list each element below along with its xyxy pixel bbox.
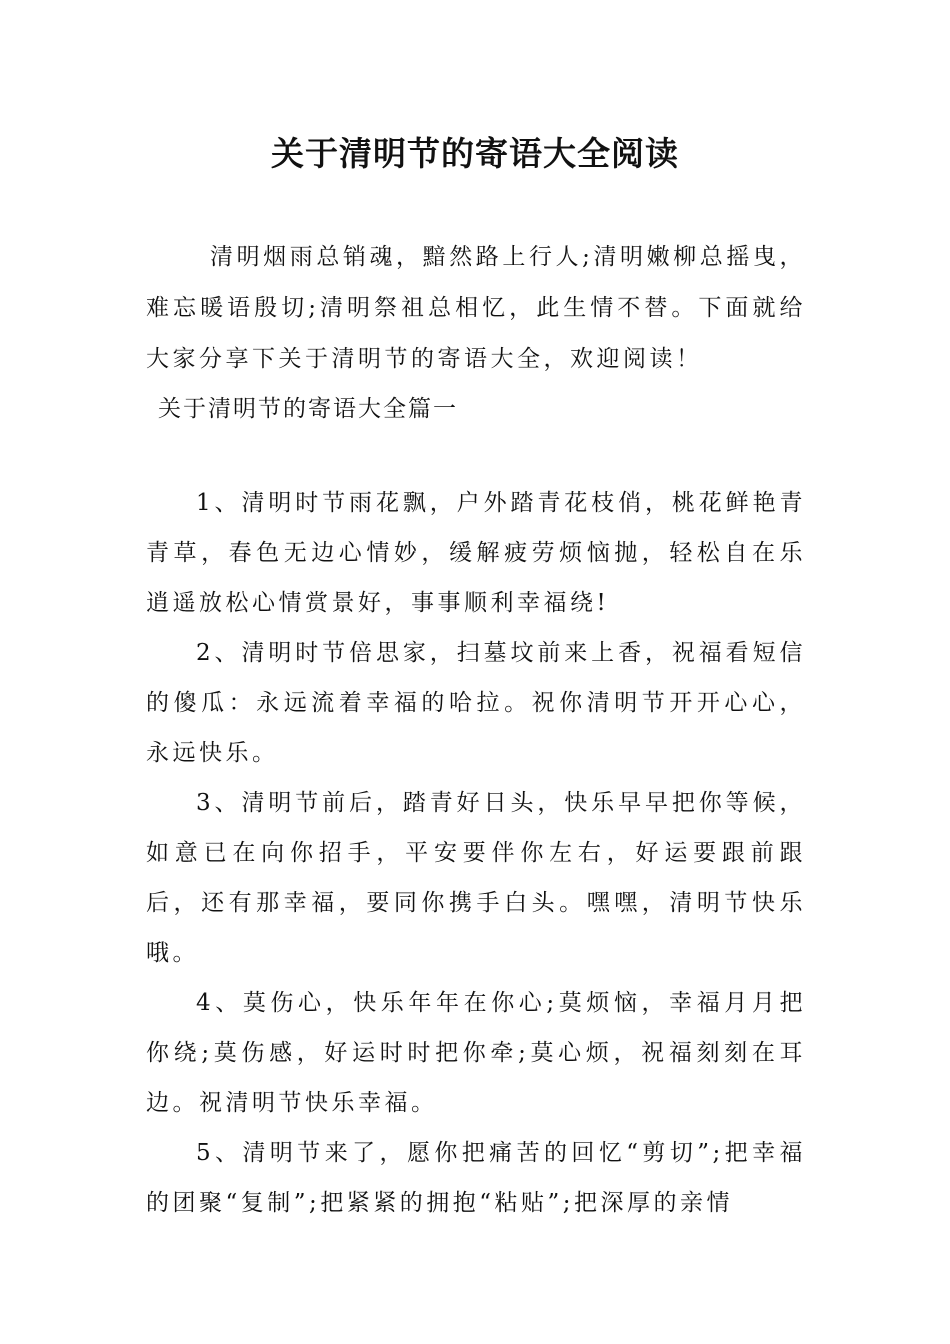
greeting-item-3: 3、清明节前后，踏青好日头，快乐早早把你等候，如意已在向你招手，平安要伴你左右，好运要跟前跟后，还有那幸福，要同你携手白头。嘿嘿，清明节快乐哦。: [146, 790, 806, 966]
greeting-item-4: 4、莫伤心，快乐年年在你心;莫烦恼，幸福月月把你绕;莫伤感，好运时时把你牵;莫心烦，祝福刻刻在耳边。祝清明节快乐幸福。: [146, 990, 806, 1116]
page-title: 关于清明节的寄语大全阅读: [271, 134, 679, 173]
greeting-item-1: 1、清明时节雨花飘，户外踏青花枝俏，桃花鲜艳青青草，春色无边心情妙，缓解疲劳烦恼抛，轻松自在乐逍遥放松心情赏景好，事事顺利幸福绕!: [146, 490, 806, 616]
greeting-item-2: 2、清明时节倍思家，扫墓坟前来上香，祝福看短信的傻瓜：永远流着幸福的哈拉。祝你清明节开开心心，永远快乐。: [146, 640, 806, 766]
section-heading: 关于清明节的寄语大全篇一: [158, 396, 458, 422]
intro-paragraph: 清明烟雨总销魂，黯然路上行人;清明嫩柳总摇曳，难忘暖语殷切;清明祭祖总相忆，此生情不替。下面就给大家分享下关于清明节的寄语大全，欢迎阅读！: [146, 244, 806, 372]
greeting-item-5: 5、清明节来了，愿你把痛苦的回忆“剪切”;把幸福的团聚“复制”;把紧紧的拥抱“粘贴”;把深厚的亲情: [146, 1140, 806, 1216]
greeting-list: [146, 478, 806, 1228]
